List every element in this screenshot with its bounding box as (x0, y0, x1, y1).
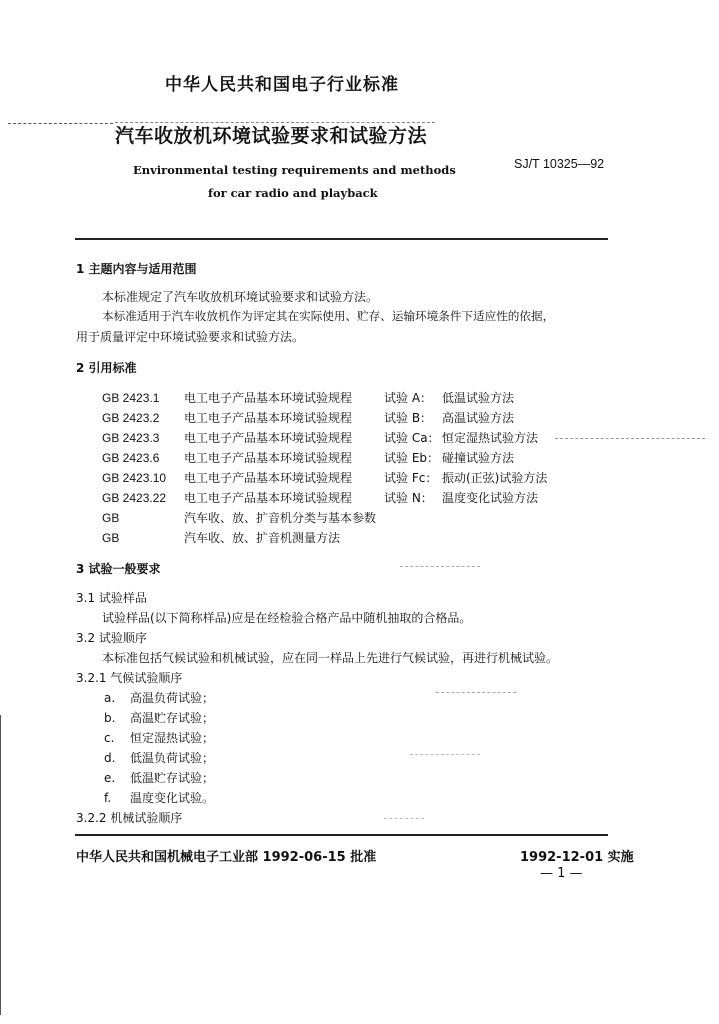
document-title-cn: 汽车收放机环境试验要求和试验方法 (115, 125, 428, 147)
reference-test: 试验 N： (384, 491, 433, 505)
section-1-heading: 1 主题内容与适用范围 (76, 262, 197, 276)
reference-code: GB 2423.22 (102, 491, 167, 505)
section-2-heading: 2 引用标准 (76, 361, 137, 375)
list-item-text: 低温负荷试验； (130, 751, 215, 765)
reference-row (102, 529, 384, 546)
reference-name: 汽车收、放、扩音机分类与基本参数 (184, 511, 377, 525)
reference-row (102, 409, 514, 426)
section-3-2-text: 本标准包括气候试验和机械试验，应在同一样品上先进行气候试验，再进行机械试验。 (102, 651, 559, 665)
list-item-text: 高温负荷试验； (130, 691, 215, 705)
reference-method: 低温试验方法 (442, 391, 515, 405)
list-item-letter: e. (104, 771, 116, 785)
reference-test: 试验 B： (384, 411, 433, 425)
list-item (104, 789, 214, 806)
reference-test: 试验 A： (384, 391, 433, 405)
list-item-text: 高温贮存试验； (130, 711, 215, 725)
reference-method: 碰撞试验方法 (442, 451, 515, 465)
section-3-2-1-heading: 3.2.1 气候试验顺序 (76, 671, 183, 685)
reference-code: GB 2423.6 (102, 451, 160, 465)
list-item-letter: c. (104, 731, 115, 745)
reference-code: GB 2423.3 (102, 431, 160, 445)
list-item-text: 恒定湿热试验； (130, 731, 215, 745)
scan-edge-line (0, 715, 1, 1015)
scan-artifact-dashes (384, 818, 424, 819)
reference-row (102, 469, 547, 486)
scan-artifact-dashes (400, 566, 480, 567)
reference-name: 电工电子产品基本环境试验规程 (184, 431, 353, 445)
document-title-en-line2: for car radio and playback (208, 186, 378, 200)
reference-method: 恒定湿热试验方法 (442, 431, 539, 445)
list-item-letter: d. (104, 751, 116, 765)
reference-name: 电工电子产品基本环境试验规程 (184, 491, 353, 505)
standard-number: SJ/T 10325—92 (514, 157, 605, 171)
reference-test: 试验 Ca： (384, 431, 440, 445)
list-item-letter: b. (104, 711, 116, 725)
document-title-en-line1: Environmental testing requirements and methods (133, 163, 456, 177)
section-3-1-heading: 3.1 试验样品 (76, 591, 147, 605)
reference-name: 电工电子产品基本环境试验规程 (184, 391, 353, 405)
list-item-text: 低温贮存试验； (130, 771, 215, 785)
reference-method: 振动(正弦)试验方法 (442, 471, 548, 485)
reference-name: 电工电子产品基本环境试验规程 (184, 471, 353, 485)
list-item (104, 749, 214, 766)
list-item-letter: a. (104, 691, 116, 705)
list-item (104, 729, 214, 746)
title-overline (115, 122, 435, 123)
implementation-date: 1992-12-01 实施 (520, 850, 634, 865)
footer-rule (75, 834, 608, 836)
section-1-para-1: 本标准规定了汽车收放机环境试验要求和试验方法。 (102, 290, 379, 304)
reference-name: 汽车收、放、扩音机测量方法 (184, 531, 341, 545)
section-3-2-2-heading: 3.2.2 机械试验顺序 (76, 811, 183, 825)
section-1-para-2-line-1: 本标准适用于汽车收放机作为评定其在实际使用、贮存、运输环境条件下适应性的依据， (102, 309, 555, 323)
list-item-text: 温度变化试验。 (130, 791, 215, 805)
list-item-letter: f. (104, 791, 112, 805)
header-dashed-rule (8, 123, 113, 124)
list-item (104, 689, 214, 706)
reference-code: GB (102, 511, 120, 525)
reference-row (102, 489, 538, 506)
reference-method: 温度变化试验方法 (442, 491, 539, 505)
reference-test: 试验 Fc： (384, 471, 438, 485)
reference-name: 电工电子产品基本环境试验规程 (184, 451, 353, 465)
reference-method: 高温试验方法 (442, 411, 515, 425)
header-rule (75, 238, 608, 240)
list-item (104, 769, 214, 786)
section-3-1-text: 试验样品(以下简称样品)应是在经检验合格产品中随机抽取的合格品。 (102, 611, 472, 625)
reference-code: GB 2423.10 (102, 471, 167, 485)
reference-test: 试验 Eb： (384, 451, 440, 465)
scan-artifact-dashes (555, 438, 705, 439)
reference-row (102, 429, 538, 446)
reference-code: GB (102, 531, 120, 545)
page-number: — 1 — (540, 866, 583, 881)
list-item (104, 709, 214, 726)
section-1-para-2-line-2: 用于质量评定中环境试验要求和试验方法。 (76, 330, 305, 344)
reference-code: GB 2423.2 (102, 411, 160, 425)
standard-category: 中华人民共和国电子行业标准 (165, 75, 399, 95)
reference-row (102, 509, 384, 526)
approval-line: 中华人民共和国机械电子工业部 1992-06-15 批准 (76, 850, 377, 865)
section-3-2-heading: 3.2 试验顺序 (76, 631, 147, 645)
reference-name: 电工电子产品基本环境试验规程 (184, 411, 353, 425)
reference-code: GB 2423.1 (102, 391, 160, 405)
reference-row (102, 389, 514, 406)
scan-artifact-dashes (410, 754, 480, 755)
section-3-heading: 3 试验一般要求 (76, 562, 161, 576)
reference-row (102, 449, 514, 466)
scan-artifact-dashes (436, 692, 516, 693)
